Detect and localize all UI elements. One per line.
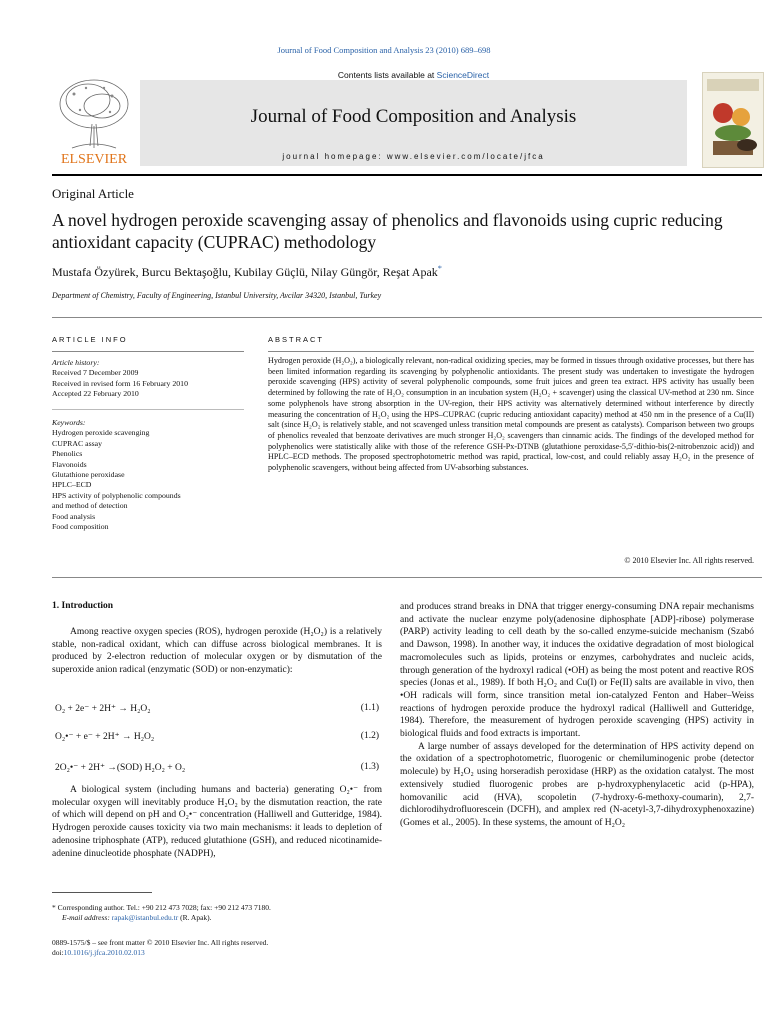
equation-1-2 — [55, 731, 379, 745]
email-line — [52, 913, 382, 923]
equation-1-1 — [55, 703, 379, 717]
equation-text: O₂•⁻ + e⁻ + 2H⁺ → H₂O₂ — [55, 732, 155, 742]
footnote-rule — [52, 892, 152, 893]
keywords-block — [52, 418, 242, 532]
info-divider — [52, 409, 244, 410]
author-list — [52, 265, 442, 280]
email-label: E-mail address: — [62, 913, 112, 922]
body-rule — [52, 577, 762, 578]
article-history — [52, 358, 242, 400]
history-revised: Received in revised form 16 February 2010 — [52, 378, 188, 388]
history-accepted: Accepted 22 February 2010 — [52, 389, 139, 399]
section-heading-introduction: 1. Introduction — [52, 601, 114, 611]
equation-number: (1.1) — [360, 703, 379, 713]
abstract-text: Hydrogen peroxide (H₂O₂), a biologically relevant, non-radical oxidizing species, may be formed in tissues through oxidative processes, but there has been limited information regarding its scavenging by polyphenolic antioxidants. The present study was undertaken to investigate the hydrogen peroxide scavenging (HPS) activity of several polyphenolic compounds, some fruit juices and green tea extract. HPS activity has usually been determined by following the rate of H₂O₂ consumption in an incubation system (H₂O₂ + scavenger) using the classical UV-method at 230 nm. Since some polyphenols have strong absorption in the UV-region, their HPS activity was alternatively determined without interference by directly measuring the concentration of H₂O₂ using the HPS–CUPRAC (cupric reducing antioxidant capacity) method at 450 nm in the presence of a Cu(II) salt (since H₂O₂ is relatively stable, and not scavenged unless transition metal compounds are present as catalysts). Comparison between two groups of phenolics revealed that benzoate derivatives are much stronger H₂O₂ scavengers than cinnamic acids. The findings of the developed method for polyphenolics were statistically alike with those of the reference GSH-Px-DTNB (glutathione peroxidase-5,5′-dithio-bis(2-nitrobenzoic acid)) and HPLC–ECD methods. The proposed spectrophotometric method was rapid, practical, low-cost, and could reliably assay H₂O₂ in the presence of polyphenolic scavengers, without being affected from UV-absorbing substances. — [268, 356, 754, 473]
keyword-item: HPS activity of polyphenolic compounds — [52, 490, 181, 500]
doi-line — [52, 948, 382, 958]
publisher-wordmark: ELSEVIER — [60, 152, 128, 166]
masthead-rule — [52, 174, 762, 176]
doi-link[interactable]: 10.1016/j.jfca.2010.02.013 — [63, 948, 145, 957]
abstract-rule — [268, 351, 754, 352]
corresponding-author-mark[interactable]: * — [437, 264, 442, 273]
equation-1-3 — [55, 762, 379, 776]
equation-text: O₂ + 2e⁻ + 2H⁺ → H₂O₂ — [55, 704, 151, 714]
author-names: Mustafa Özyürek, Burcu Bektaşoğlu, Kubilay Güçlü, Nilay Güngör, Reşat Apak — [52, 265, 438, 279]
contents-prefix: Contents lists available at — [337, 70, 437, 80]
header-rule — [52, 317, 762, 318]
contents-line — [140, 70, 687, 80]
elsevier-tree-logo — [52, 74, 136, 166]
abstract-heading: ABSTRACT — [268, 335, 325, 344]
front-matter — [52, 938, 382, 958]
email-suffix: (R. Apak). — [178, 913, 212, 922]
corresponding-author-footnote — [52, 903, 382, 923]
intro-text: A biological system (including humans and bacteria) generating O₂•⁻ from molecular oxygen will inevitably produce H₂O₂ by the dismutation reaction, the rate of which will depend on pH and O₂•⁻ concentration (Halliwell and Gutteridge, 1984). Hydrogen peroxide causes toxicity via two main mechanisms: it leads to depletion of adenosine triphosphate (ATP), reduced glutathione (GSH), and reduced nicotinamide-adenine dinucleotide phosphate (NADPH), — [52, 785, 382, 859]
email-link[interactable]: rapak@istanbul.edu.tr — [111, 913, 179, 922]
intro-text: A large number of assays developed for the determination of HPS activity depend on the oxidation of a spectrophotometric, fluorogenic or chemiluminogenic probe (detector molecule) by H₂O₂ using horseradish peroxidase (HRP) as the oxidation catalyst. The most extensively studied fluorogenic probes are p-hydroxyphenylacetic acid (p-HPA), homovanilic acid (HVA), scopoletin (7-hydroxy-6-methoxy-coumarin), 2,7-dichlorodihydrofluorescein (DCFH), and amplex red (N-acetyl-3,7-dihydroxyphenoxazine) (Gomes et al., 2005). In these systems, the amount of H₂O₂ — [400, 741, 754, 828]
intro-right-column — [400, 601, 754, 830]
equation-number: (1.2) — [360, 731, 379, 741]
history-received: Received 7 December 2009 — [52, 368, 139, 378]
history-label: Article history: — [52, 358, 100, 367]
abstract-copyright: © 2010 Elsevier Inc. All rights reserved. — [624, 556, 754, 565]
keyword-item: HPLC–ECD — [52, 480, 92, 490]
doi-label: doi: — [52, 948, 64, 957]
intro-paragraph-2 — [52, 784, 382, 860]
article-title: A novel hydrogen peroxide scavenging assay of phenolics and flavonoids using cupric reducing antioxidant capacity (CUPRAC) methodology — [52, 210, 723, 252]
issn-line: 0889-1575/$ – see front matter © 2010 Elsevier Inc. All rights reserved. — [52, 938, 269, 947]
keyword-item: Hydrogen peroxide scavenging — [52, 428, 150, 438]
keyword-item: Flavonoids — [52, 459, 87, 469]
keyword-item: Phenolics — [52, 449, 83, 459]
keyword-item: CUPRAC assay — [52, 438, 103, 448]
equation-text: 2O₂•⁻ + 2H⁺ →(SOD) H₂O₂ + O₂ — [55, 763, 186, 773]
masthead — [52, 72, 762, 172]
article-type: Original Article — [52, 186, 134, 201]
intro-paragraph-1 — [52, 626, 382, 677]
corresponding-author-text: * Corresponding author. Tel.: +90 212 473 7028; fax: +90 212 473 7180. — [52, 903, 271, 912]
keyword-item: Glutathione peroxidase — [52, 470, 125, 480]
article-info-heading: ARTICLE INFO — [52, 335, 128, 344]
intro-text: Among reactive oxygen species (ROS), hydrogen peroxide (H₂O₂) is a relatively stable, non-radical oxidant, which can diffuse across biological membranes. It is produced by 2-electron reduction of molecular oxygen or by dismutation of the superoxide anion radical (enzymatic (SOD) or non-enzymatic): — [52, 627, 382, 676]
equation-number: (1.3) — [360, 762, 379, 772]
keywords-label: Keywords: — [52, 418, 86, 427]
article-info-rule — [52, 351, 244, 352]
affiliation: Department of Chemistry, Faculty of Engineering, Istanbul University, Avcilar 34320, Istanbul, Turkey — [52, 291, 382, 300]
keyword-item: Food analysis — [52, 511, 96, 521]
journal-cover-image — [702, 72, 764, 168]
keyword-item: and method of detection — [52, 501, 128, 511]
journal-citation[interactable]: Journal of Food Composition and Analysis 23 (2010) 689–698 — [277, 45, 491, 55]
keyword-item: Food composition — [52, 522, 109, 532]
journal-homepage[interactable]: journal homepage: www.elsevier.com/locate/jfca — [282, 152, 545, 161]
intro-text: and produces strand breaks in DNA that trigger energy-consuming DNA repair mechanisms and activate the nuclear enzyme poly(adenosine diphosphate [ADP]-ribose) polymerase (PARP) activity leading to cell death by the so-called enzyme-suicide mechanism (Szabó and Dawson, 1998). In another way, it induces the oxidative degradation of most biological macromolecules such as lipids, proteins or enzymes, carbohydrates and nucleic acids, through generation of the hydroxyl radical (•OH) as being the most potent and reactive ROS species (Jonas et al., 1989). If both H₂O₂ and Cu(I) or Fe(II) salts are available in vivo, then •OH radicals will form, since transition metal ion-catalyzed Fenton and Haber–Weiss reactions of hydrogen peroxide produce the hydroxyl radical (Halliwell and Gutteridge, 1984). Therefore, the measurement of hydrogen peroxide scavenging (HPS) activity in biological fluids and food extracts is important. — [400, 602, 754, 740]
sciencedirect-link[interactable]: ScienceDirect — [436, 70, 490, 80]
journal-title: Journal of Food Composition and Analysis — [250, 106, 577, 127]
